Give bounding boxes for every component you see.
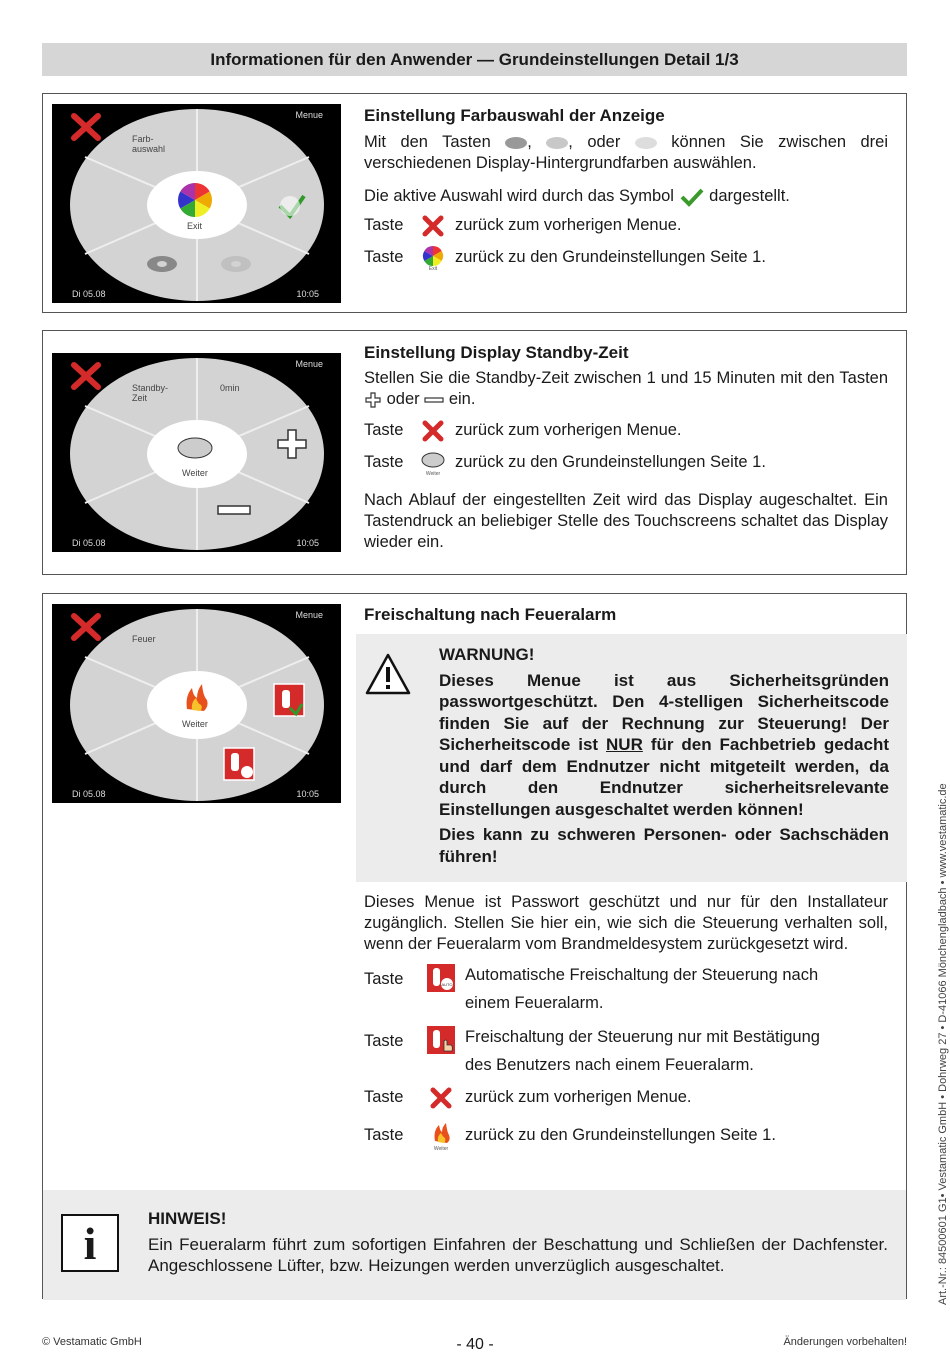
section3-para1: Dieses Menue ist Passwort geschützt und nur für den Installateur zugänglich. Stellen Sie hier ein, wie sich die Steuerung verhalten soll, wenn der Feueralarm vom Brandmeldesystem zurückgesetzt wird.: [364, 893, 888, 953]
svg-text:Exit: Exit: [428, 266, 438, 271]
screen-time: 10:05: [296, 789, 319, 799]
screen-menu-label: Menue: [295, 110, 323, 120]
warning-box: [356, 634, 907, 882]
section3-title: Freischaltung nach Feueralarm: [364, 605, 617, 624]
section1-para2: Die aktive Auswahl wird durch das Symbol dargestellt.: [364, 187, 790, 205]
menu-wheel: [52, 104, 341, 303]
section1-text: [364, 105, 888, 273]
hint-box: [43, 1190, 906, 1300]
section3-text: [364, 892, 888, 1155]
screen-label: Feuer: [132, 634, 156, 644]
screen-date: Di 05.08: [72, 789, 106, 799]
page-header: Informationen für den Anwender — Grundeinstellungen Detail 1/3: [42, 43, 907, 76]
display-screenshot-color: [52, 104, 341, 303]
sleep-weiter-icon: [420, 450, 446, 476]
info-icon: i: [61, 1214, 119, 1272]
screen-menu-label: Menue: [295, 610, 323, 620]
section2-text: [364, 342, 888, 553]
checkmark-icon: [679, 187, 705, 207]
fire-extinguisher-auto-icon: [426, 963, 456, 993]
red-x-icon: [428, 1085, 454, 1111]
section-standby-time: [42, 330, 907, 575]
svg-text:Weiter: Weiter: [425, 471, 441, 476]
red-x-icon: [420, 213, 446, 239]
section-color-selection: [42, 93, 907, 313]
section-fire-alarm: [42, 593, 907, 1299]
screen-center-label: Exit: [187, 221, 203, 231]
warning-triangle-icon: [364, 652, 412, 696]
screen-label: Farb- auswahl: [132, 134, 166, 154]
minus-icon: [424, 395, 444, 405]
warning-para1: Dieses Menue ist aus Sicherheitsgründen passwortgeschützt. Den 4-stelligen Sicherheitscode finden Sie auf der Rechnung zur Steuerung! Der Sicherheitscode ist NUR für den Fachbetrieb gedacht und darf dem Endnutzer nicht mitgeteilt werden, da durch den Endnutzer sicherheitsrelevante Einstellungen ausgeschaltet werden können!: [439, 670, 890, 819]
screen-center-label: Weiter: [182, 719, 208, 729]
taste-row: Taste Freischaltung der Steuerung nur mit Bestätigung des Benutzers nach einem Feueralarm.: [364, 1027, 888, 1085]
page-number: - 40 -: [456, 1336, 494, 1353]
section2-para2: Nach Ablauf der eingestellten Zeit wird das Display augeschaltet. Ein Tastendruck an beliebiger Stelle des Touchscreens schaltet das Display wieder ein.: [364, 491, 888, 551]
screen-label: Standby- Zeit: [132, 383, 169, 403]
taste-row: Taste Weiter zurück zu den Grundeinstellungen Seite 1.: [364, 452, 888, 478]
warning-text: [439, 644, 889, 867]
taste-row: Taste zurück zum vorherigen Menue.: [364, 1085, 888, 1117]
svg-text:AUTO: AUTO: [441, 982, 453, 987]
screen-date: Di 05.08: [72, 289, 106, 299]
disc-dark-icon: [505, 137, 527, 149]
color-wheel-exit-icon: [420, 245, 446, 271]
hint-body: Ein Feueralarm führt zum sofortigen Einfahren der Beschattung und Schließen der Dachfenster. Angeschlossene Lüfter, bzw. Heizungen werden unverzüglich ausgeschaltet.: [148, 1234, 888, 1275]
disc-lighter-icon: [635, 137, 657, 149]
section3-title-wrap: [364, 604, 888, 625]
warning-para2: Dies kann zu schweren Personen- oder Sachschäden führen!: [439, 825, 889, 866]
menu-wheel: [52, 604, 341, 803]
taste-row: Taste zurück zum vorherigen Menue.: [364, 215, 888, 241]
section1-para1: Mit den Tasten , , oder können Sie zwischen drei verschiedenen Display-Hintergrundfarben auswählen.: [364, 133, 889, 172]
footer-disclaimer: Änderungen vorbehalten!: [783, 1336, 907, 1348]
screen-menu-label: Menue: [295, 359, 323, 369]
fire-weiter-icon: [428, 1121, 454, 1151]
section2-para1: Stellen Sie die Standby-Zeit zwischen 1 und 15 Minuten mit den Tasten oder ein.: [364, 369, 888, 408]
red-x-icon: [420, 418, 446, 444]
screen-time: 10:05: [296, 538, 319, 548]
svg-text:Weiter: Weiter: [433, 1146, 449, 1151]
display-screenshot-fire: [52, 604, 341, 803]
warning-title: WARNUNG!: [439, 645, 535, 664]
taste-row: Taste zurück zum vorherigen Menue.: [364, 420, 888, 446]
disc-light-icon: [546, 137, 568, 149]
hint-title: HINWEIS!: [148, 1209, 227, 1228]
section1-title: Einstellung Farbauswahl der Anzeige: [364, 106, 665, 125]
menu-wheel: [52, 353, 341, 552]
hint-text: [148, 1208, 888, 1277]
footer-copyright: © Vestamatic GmbH: [42, 1336, 142, 1348]
taste-row: Taste Exit zurück zu den Grundeinstellungen Seite 1.: [364, 247, 888, 273]
screen-date: Di 05.08: [72, 538, 106, 548]
screen-time: 10:05: [296, 289, 319, 299]
plus-icon: [364, 391, 382, 409]
screen-value: 0min: [220, 383, 240, 393]
taste-row: Taste Weiter zurück zu den Grundeinstellungen Seite 1.: [364, 1123, 888, 1155]
display-screenshot-standby: [52, 353, 341, 552]
taste-row: Taste AUTO Automatische Freischaltung der Steuerung nach einem Feueralarm.: [364, 965, 888, 1027]
fire-extinguisher-hand-icon: [426, 1025, 456, 1055]
section2-title: Einstellung Display Standby-Zeit: [364, 343, 629, 362]
screen-center-label: Weiter: [182, 468, 208, 478]
